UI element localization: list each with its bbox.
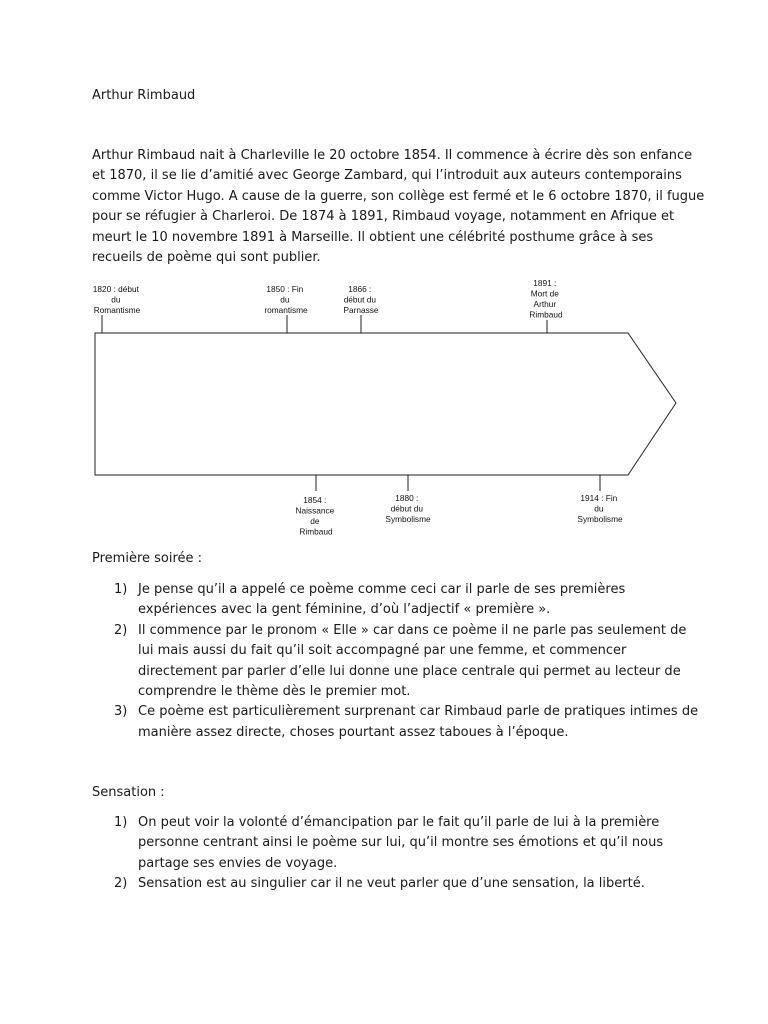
intro-line: Arthur Rimbaud nait à Charleville le 20 octobre 1854. Il commence à écrire dès son enfance (92, 148, 693, 163)
item-number: 2) (114, 876, 128, 892)
item-line: directement par parler d’elle lui donne une place centrale qui permet au lecteur de (138, 663, 681, 679)
event-1914-label: 1914 : Fin du Symbolisme (577, 493, 623, 524)
intro-line: recueils de poème qui sont publier. (92, 250, 321, 266)
list-item (92, 580, 692, 621)
item-number: 3) (114, 704, 128, 720)
event-1820-label: 1820 : début du Romantisme (92, 284, 141, 315)
item-line: Ce poème est particulièrement surprenant car Rimbaud parle de pratiques intimes de (138, 704, 699, 720)
item-number: 2) (114, 622, 128, 638)
list-item (92, 813, 692, 874)
item-line: Je pense qu’il a appelé ce poème comme ceci car il parle de ses premières (138, 582, 626, 597)
event-1880-label: 1880 : début du Symbolisme (385, 493, 431, 524)
document-title: Arthur Rimbaud (92, 88, 196, 103)
item-line: Sensation est au singulier car il ne veut parler que d’une sensation, la liberté. (138, 876, 645, 892)
item-number: 1) (114, 815, 128, 830)
item-line: On peut voir la volonté d’émancipation par le fait qu’il parle de lui à la première (138, 815, 660, 830)
item-line: expériences avec la gent féminine, d’où l’adjectif « première ». (138, 602, 551, 618)
list-item (92, 621, 692, 703)
item-line: partage ses envies de voyage. (138, 855, 338, 871)
item-number: 1) (114, 582, 128, 597)
sensation-list (92, 813, 692, 895)
premiere-soiree-list (92, 580, 699, 743)
intro-line: et 1870, il se lie d’amitié avec George Zambard, qui l’introduit aux auteurs contemporains (92, 168, 682, 184)
list-item (92, 702, 699, 743)
event-1850-label: 1850 : Fin du romantisme (264, 284, 308, 315)
item-line: comprendre le thème dès le premier mot. (138, 684, 411, 700)
event-1866-label: 1866 : début du Parnasse (343, 284, 379, 315)
event-1891-label: 1891 : Mort de Arthur Rimbaud (529, 278, 563, 320)
timeline-arrow (95, 333, 676, 475)
section-heading-premiere-soiree: Première soirée : (92, 551, 203, 566)
item-line: manière assez directe, choses pourtant assez taboues à l’époque. (138, 724, 569, 740)
item-line: personne centrant ainsi le poème sur lui, qu’il montre ses émotions et qu’il nous (138, 835, 664, 851)
section-heading-sensation: Sensation : (92, 785, 165, 800)
event-1854-label: 1854 : Naissance de Rimbaud (295, 495, 335, 537)
item-line: lui mais aussi du fait qu’il soit accompagné par une femme, et commencer (138, 643, 627, 659)
intro-line: pour se réfugier à Charleroi. De 1874 à 1891, Rimbaud voyage, notamment en Afrique et (92, 209, 675, 225)
intro-line: comme Victor Hugo. A cause de la guerre, son collège est fermé et le 6 octobre 1870, il fugue (92, 188, 705, 204)
intro-line: meurt le 10 novembre 1891 à Marseille. Il obtient une célébrité posthume grâce à ses (92, 229, 654, 245)
list-item (92, 874, 692, 894)
item-line: Il commence par le pronom « Elle » car dans ce poème il ne parle pas seulement de (138, 622, 687, 638)
